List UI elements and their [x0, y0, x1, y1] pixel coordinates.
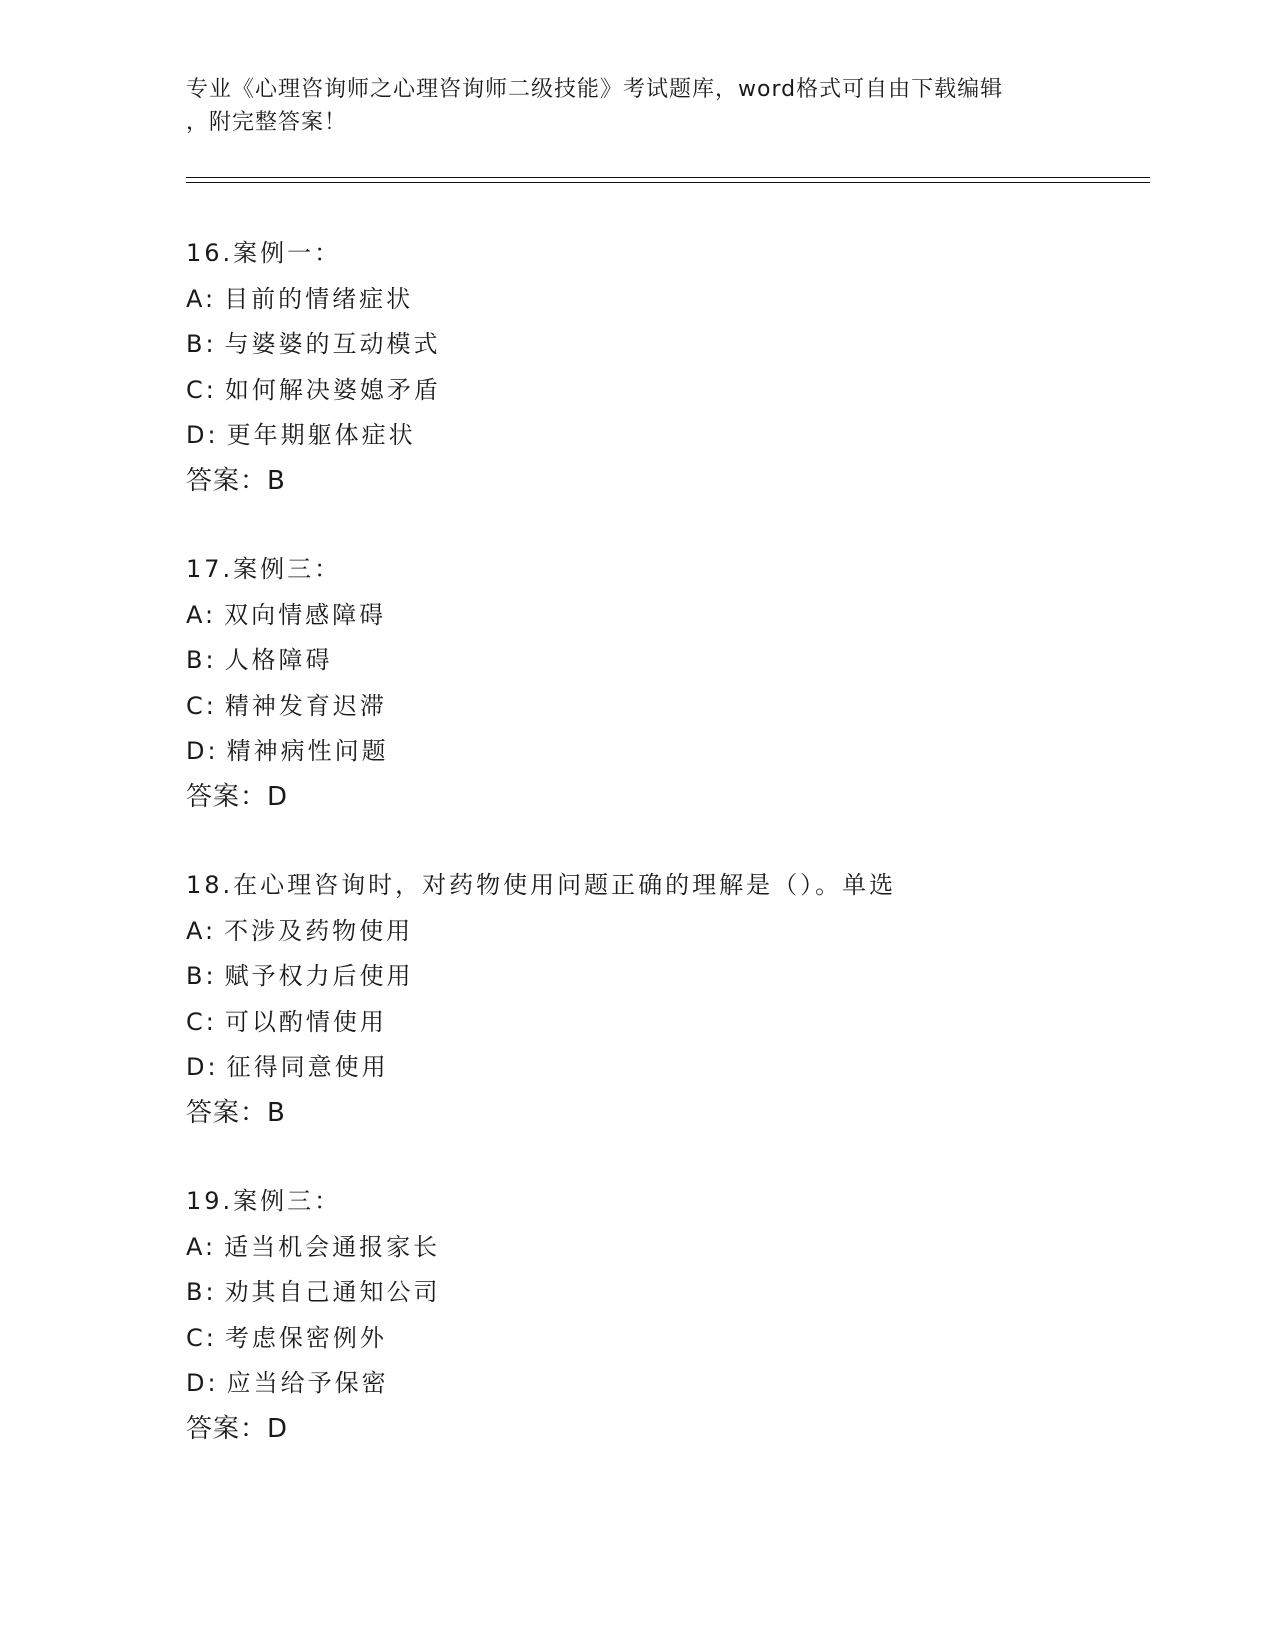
option-c: [186, 368, 1086, 414]
option-letter: D:: [186, 737, 219, 765]
question-stem: 19.案例三：: [186, 1187, 342, 1215]
option-text: 与婆婆的互动模式: [224, 330, 441, 358]
option-text: 赋予权力后使用: [224, 962, 414, 990]
document-header: [186, 73, 1086, 139]
option-letter: D:: [186, 1369, 219, 1397]
answer-line: 答案：B: [186, 1097, 286, 1128]
option-a: [186, 593, 1086, 639]
option-letter: A:: [186, 1232, 217, 1261]
option-text: 目前的情绪症状: [224, 284, 414, 313]
option-c: [186, 1316, 1086, 1362]
header-subtitle-line: ，附完整答案！: [186, 110, 348, 135]
option-text: 人格障碍: [224, 646, 333, 674]
option-letter: C:: [186, 375, 217, 404]
option-b: [186, 322, 1086, 368]
option-letter: B:: [186, 646, 217, 674]
option-d: [186, 1045, 1086, 1091]
option-text: 精神发育迟滞: [224, 691, 387, 720]
option-letter: D:: [186, 421, 219, 449]
option-a: [186, 909, 1086, 955]
answer-line: 答案：D: [186, 1413, 289, 1444]
option-letter: B:: [186, 1278, 217, 1306]
answer-line: 答案：D: [186, 781, 289, 812]
question-17: [186, 547, 1086, 820]
option-b: [186, 638, 1086, 684]
option-letter: B:: [186, 330, 217, 358]
option-d: [186, 413, 1086, 459]
header-divider-top: [186, 177, 1150, 178]
option-letter: C:: [186, 1007, 217, 1036]
option-text: 征得同意使用: [226, 1053, 389, 1081]
option-d: [186, 729, 1086, 775]
question-19: [186, 1179, 1086, 1452]
option-letter: B:: [186, 962, 217, 990]
answer-line: 答案：B: [186, 465, 286, 496]
option-text: 双向情感障碍: [224, 600, 387, 629]
option-text: 劝其自己通知公司: [224, 1278, 441, 1306]
option-letter: A:: [186, 600, 217, 629]
option-letter: C:: [186, 1323, 217, 1352]
question-stem: 17.案例三：: [186, 555, 342, 583]
option-text: 可以酌情使用: [224, 1007, 387, 1036]
header-divider-bottom: [186, 182, 1150, 183]
question-stem: 16.案例一：: [186, 239, 342, 267]
option-c: [186, 684, 1086, 730]
question-16: [186, 231, 1086, 504]
option-letter: D:: [186, 1053, 219, 1081]
option-letter: A:: [186, 916, 217, 945]
option-text: 适当机会通报家长: [224, 1232, 441, 1261]
option-b: [186, 954, 1086, 1000]
option-a: [186, 1225, 1086, 1271]
option-text: 不涉及药物使用: [224, 916, 414, 945]
question-18: [186, 863, 1086, 1136]
option-c: [186, 1000, 1086, 1046]
option-letter: C:: [186, 691, 217, 720]
header-title-line: 专业《心理咨询师之心理咨询师二级技能》考试题库，word格式可自由下载编辑: [186, 77, 1004, 102]
option-text: 精神病性问题: [226, 737, 389, 765]
option-letter: A:: [186, 284, 217, 313]
option-d: [186, 1361, 1086, 1407]
option-text: 更年期躯体症状: [226, 421, 416, 449]
option-a: [186, 277, 1086, 323]
option-text: 应当给予保密: [226, 1369, 389, 1397]
question-stem: 18.在心理咨询时，对药物使用问题正确的理解是（）。单选: [186, 871, 897, 899]
option-text: 如何解决婆媳矛盾: [224, 375, 441, 404]
option-text: 考虑保密例外: [224, 1323, 387, 1352]
option-b: [186, 1270, 1086, 1316]
